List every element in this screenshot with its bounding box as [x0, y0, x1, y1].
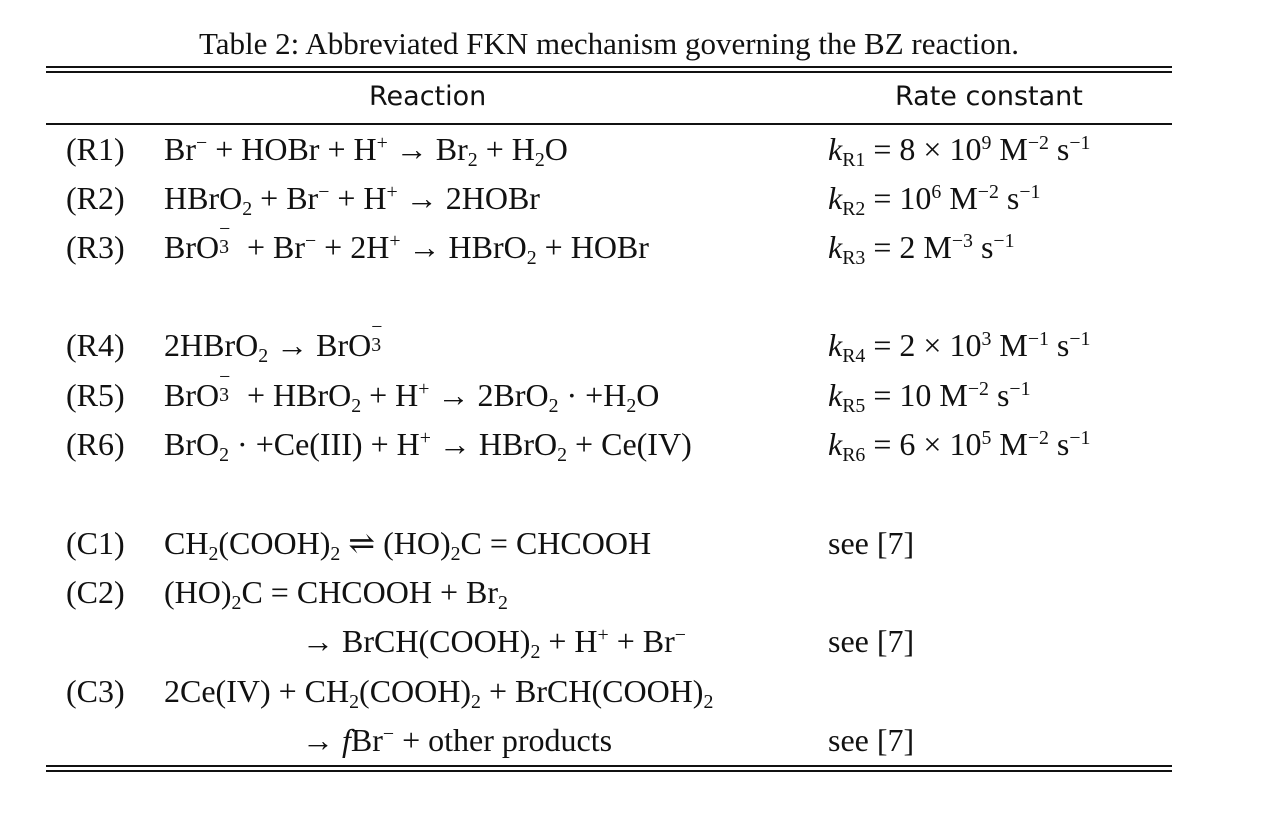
header-rule: [46, 123, 1172, 125]
row-label: (R4): [66, 327, 125, 363]
table-row: [0, 421, 1288, 467]
row-label: (C1): [66, 525, 125, 561]
row-label: (R6): [66, 426, 125, 462]
top-rule-1: [46, 66, 1172, 68]
rate-constant: $k_{R3} = 2$ $M^{-3}$ $s^{-1}$: [828, 229, 1015, 269]
rate-constant: $k_{R4} = 2 \times 10^3$ $M^{-1}$ $s^{-1}$: [828, 327, 1091, 367]
rate-constant: $k_{R2} = 10^6$ $M^{-2}$ $s^{-1}$: [828, 180, 1041, 220]
row-label: (R2): [66, 180, 125, 216]
row-label: (C3): [66, 673, 125, 709]
bottom-rule-2: [46, 770, 1172, 772]
top-rule-2: [46, 71, 1172, 73]
table-row: [0, 366, 1288, 418]
table-row: [0, 218, 1288, 270]
reaction-equation: Br− + HOBr + $H^+ \to Br_2 + H_2O$: [164, 131, 568, 171]
row-label: (R5): [66, 377, 125, 413]
rate-constant: $k_{R6} = 6 \times 10^5$ $M^{-2}$ $s^{-1}$: [828, 426, 1091, 466]
table-row: [0, 316, 1288, 368]
reaction-equation: $CH_2(COOH)_2$ ⇌ $(HO)_2C$ = CHCOOH: [164, 525, 652, 565]
header-rate-constant: Rate constant: [895, 81, 1083, 112]
rate-constant: $k_{R1} = 8 \times 10^9$ $M^{-2}$ $s^{-1}$: [828, 131, 1091, 171]
reaction-equation: HBrO$_2$ + Br− + H+ → 2HOBr: [164, 180, 540, 220]
row-label: (R3): [66, 229, 125, 265]
reaction-equation: $2Ce(IV) + CH_2(COOH)_2$ + $BrCH(COOH)_2$: [164, 673, 714, 713]
row-label: (C2): [66, 574, 125, 610]
rate-constant: $k_{R5} = 10$ $M^{-2}$ $s^{-1}$: [828, 377, 1031, 417]
reaction-equation: BrO$_2$ · +Ce(III) + H+ → HBrO$_2$ + Ce(IV): [164, 426, 692, 466]
row-label: (R1): [66, 131, 125, 167]
reaction-equation: $(HO)_2C$ = CHCOOH + $Br_2$: [164, 574, 508, 614]
rate-reference: see [7]: [828, 525, 915, 561]
table-row: [0, 569, 1288, 615]
table-row: [0, 618, 1288, 664]
reaction-equation: BrO − 3 + HBrO$_2$ + $H^+ \to 2BrO_2 \cdot +H_2O$: [164, 366, 660, 417]
table-row: [0, 175, 1288, 221]
reaction-equation-continuation: → $BrCH(COOH)_2 + H^+ + Br^-$: [302, 623, 686, 663]
table-row: [0, 126, 1288, 172]
bottom-rule-1: [46, 765, 1172, 767]
table-row: [0, 520, 1288, 566]
table-row: [0, 717, 1288, 763]
table-row: [0, 668, 1288, 714]
rate-reference: see [7]: [828, 722, 915, 758]
table-caption: Table 2: Abbreviated FKN mechanism governing the BZ reaction.: [199, 26, 1019, 61]
reaction-equation-continuation: → fBr− + other products: [302, 722, 613, 758]
reaction-equation: 2HBrO$_2$ → BrO − 3: [164, 316, 383, 367]
reaction-equation: BrO − 3 + Br− + 2H+ → HBrO$_2$ + HOBr: [164, 218, 649, 269]
rate-reference: see [7]: [828, 623, 915, 659]
header-reaction: Reaction: [369, 81, 487, 112]
